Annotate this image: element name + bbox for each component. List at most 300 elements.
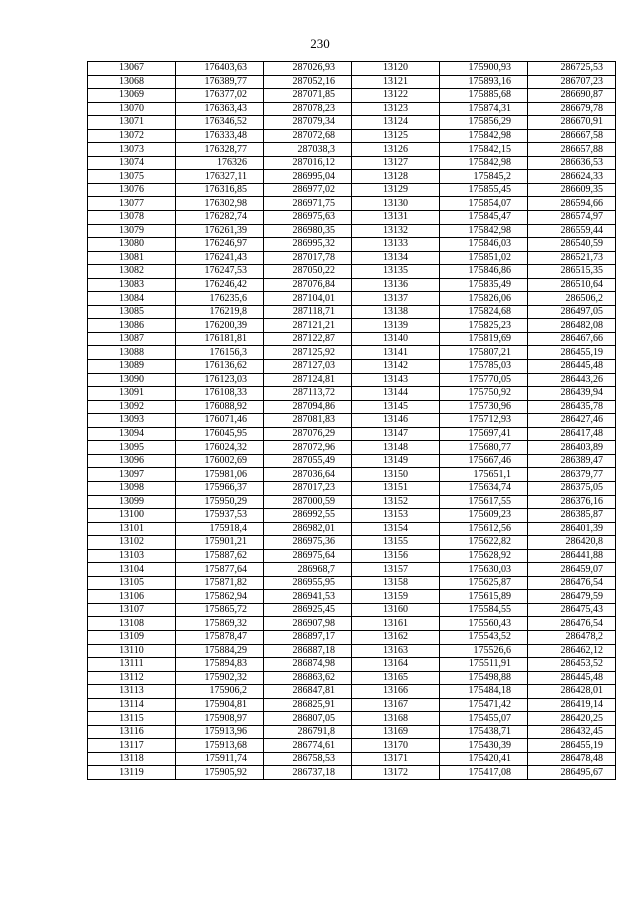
table-row: [88, 481, 616, 495]
table-row: [88, 238, 616, 252]
y-value-left: 286977,02: [264, 183, 352, 197]
point-number-right: 13163: [352, 644, 440, 658]
x-value-right: 175851,02: [440, 251, 528, 265]
x-value-right: 175625,87: [440, 576, 528, 590]
table-row: [88, 143, 616, 157]
y-value-left: 286897,17: [264, 630, 352, 644]
table-row: [88, 129, 616, 143]
table-row: [88, 414, 616, 428]
y-value-right: 286385,87: [528, 509, 616, 523]
point-number-left: 13106: [88, 590, 176, 604]
point-number-left: 13074: [88, 156, 176, 170]
x-value-left: 175894,83: [176, 658, 264, 672]
x-value-left: 175911,74: [176, 752, 264, 766]
x-value-left: 175913,68: [176, 739, 264, 753]
point-number-left: 13117: [88, 739, 176, 753]
point-number-right: 13155: [352, 536, 440, 550]
table-row: [88, 549, 616, 563]
point-number-right: 13127: [352, 156, 440, 170]
x-value-right: 175846,86: [440, 265, 528, 279]
y-value-right: 286455,19: [528, 739, 616, 753]
point-number-left: 13091: [88, 387, 176, 401]
y-value-left: 287017,78: [264, 251, 352, 265]
point-number-left: 13110: [88, 644, 176, 658]
y-value-right: 286389,47: [528, 454, 616, 468]
y-value-right: 286690,87: [528, 89, 616, 103]
x-value-right: 175824,68: [440, 305, 528, 319]
point-number-left: 13098: [88, 481, 176, 495]
x-value-right: 175471,42: [440, 698, 528, 712]
point-number-left: 13114: [88, 698, 176, 712]
x-value-right: 175835,49: [440, 278, 528, 292]
x-value-right: 175856,29: [440, 116, 528, 130]
point-number-right: 13168: [352, 712, 440, 726]
y-value-right: 286476,54: [528, 576, 616, 590]
point-number-left: 13119: [88, 766, 176, 780]
y-value-right: 286478,48: [528, 752, 616, 766]
x-value-right: 175874,31: [440, 102, 528, 116]
x-value-right: 175842,15: [440, 143, 528, 157]
point-number-left: 13087: [88, 332, 176, 346]
point-number-right: 13143: [352, 373, 440, 387]
table-row: [88, 360, 616, 374]
y-value-right: 286376,16: [528, 495, 616, 509]
point-number-left: 13103: [88, 549, 176, 563]
y-value-left: 287026,93: [264, 62, 352, 76]
table-row: [88, 211, 616, 225]
x-value-right: 175712,93: [440, 414, 528, 428]
y-value-left: 286980,35: [264, 224, 352, 238]
x-value-right: 175484,18: [440, 685, 528, 699]
x-value-left: 176333,48: [176, 129, 264, 143]
x-value-left: 176200,39: [176, 319, 264, 333]
point-number-right: 13152: [352, 495, 440, 509]
table-row: [88, 576, 616, 590]
x-value-left: 176123,03: [176, 373, 264, 387]
point-number-left: 13090: [88, 373, 176, 387]
x-value-right: 175845,2: [440, 170, 528, 184]
y-value-right: 286476,54: [528, 617, 616, 631]
table-row: [88, 509, 616, 523]
table-row: [88, 373, 616, 387]
x-value-right: 175634,74: [440, 481, 528, 495]
y-value-right: 286609,35: [528, 183, 616, 197]
x-value-left: 176327,11: [176, 170, 264, 184]
point-number-right: 13121: [352, 75, 440, 89]
point-number-right: 13129: [352, 183, 440, 197]
x-value-right: 175842,98: [440, 224, 528, 238]
table-row: [88, 102, 616, 116]
y-value-left: 287000,59: [264, 495, 352, 509]
point-number-left: 13068: [88, 75, 176, 89]
x-value-right: 175630,03: [440, 563, 528, 577]
y-value-right: 286445,48: [528, 360, 616, 374]
point-number-right: 13120: [352, 62, 440, 76]
point-number-left: 13108: [88, 617, 176, 631]
y-value-left: 286982,01: [264, 522, 352, 536]
y-value-right: 286443,26: [528, 373, 616, 387]
x-value-right: 175846,03: [440, 238, 528, 252]
table-row: [88, 454, 616, 468]
y-value-right: 286574,97: [528, 211, 616, 225]
table-row: [88, 62, 616, 76]
table-row: [88, 630, 616, 644]
point-number-left: 13086: [88, 319, 176, 333]
x-value-right: 175750,92: [440, 387, 528, 401]
y-value-left: 287017,23: [264, 481, 352, 495]
point-number-right: 13153: [352, 509, 440, 523]
x-value-right: 175730,96: [440, 400, 528, 414]
y-value-right: 286455,19: [528, 346, 616, 360]
table-row: [88, 251, 616, 265]
y-value-left: 286774,61: [264, 739, 352, 753]
table-row: [88, 671, 616, 685]
x-value-left: 175902,32: [176, 671, 264, 685]
point-number-left: 13069: [88, 89, 176, 103]
x-value-left: 176403,63: [176, 62, 264, 76]
x-value-right: 175770,05: [440, 373, 528, 387]
y-value-right: 286510,64: [528, 278, 616, 292]
point-number-right: 13167: [352, 698, 440, 712]
y-value-right: 286559,44: [528, 224, 616, 238]
table-row: [88, 563, 616, 577]
y-value-right: 286679,78: [528, 102, 616, 116]
x-value-right: 175900,93: [440, 62, 528, 76]
y-value-left: 286847,81: [264, 685, 352, 699]
point-number-right: 13150: [352, 468, 440, 482]
y-value-right: 286462,12: [528, 644, 616, 658]
x-value-left: 175884,29: [176, 644, 264, 658]
point-number-left: 13107: [88, 603, 176, 617]
table-row: [88, 332, 616, 346]
point-number-left: 13093: [88, 414, 176, 428]
x-value-left: 176389,77: [176, 75, 264, 89]
y-value-left: 286791,8: [264, 725, 352, 739]
point-number-right: 13135: [352, 265, 440, 279]
point-number-right: 13151: [352, 481, 440, 495]
point-number-left: 13100: [88, 509, 176, 523]
point-number-right: 13162: [352, 630, 440, 644]
x-value-right: 175511,91: [440, 658, 528, 672]
x-value-left: 175981,06: [176, 468, 264, 482]
table-row: [88, 183, 616, 197]
point-number-left: 13101: [88, 522, 176, 536]
y-value-right: 286624,33: [528, 170, 616, 184]
point-number-right: 13166: [352, 685, 440, 699]
point-number-right: 13156: [352, 549, 440, 563]
coordinates-table: [87, 61, 616, 780]
point-number-right: 13148: [352, 441, 440, 455]
y-value-right: 286482,08: [528, 319, 616, 333]
table-row: [88, 387, 616, 401]
y-value-right: 286435,78: [528, 400, 616, 414]
point-number-right: 13131: [352, 211, 440, 225]
point-number-left: 13111: [88, 658, 176, 672]
point-number-left: 13116: [88, 725, 176, 739]
table-row: [88, 441, 616, 455]
point-number-left: 13077: [88, 197, 176, 211]
y-value-right: 286506,2: [528, 292, 616, 306]
point-number-right: 13157: [352, 563, 440, 577]
x-value-right: 175680,77: [440, 441, 528, 455]
y-value-right: 286657,88: [528, 143, 616, 157]
point-number-right: 13160: [352, 603, 440, 617]
x-value-right: 175825,23: [440, 319, 528, 333]
table-row: [88, 224, 616, 238]
x-value-right: 175455,07: [440, 712, 528, 726]
y-value-left: 286955,95: [264, 576, 352, 590]
x-value-right: 175617,55: [440, 495, 528, 509]
point-number-left: 13115: [88, 712, 176, 726]
y-value-left: 287104,01: [264, 292, 352, 306]
x-value-left: 175877,64: [176, 563, 264, 577]
point-number-left: 13071: [88, 116, 176, 130]
point-number-right: 13164: [352, 658, 440, 672]
y-value-right: 286427,46: [528, 414, 616, 428]
page-number: 230: [310, 36, 330, 51]
y-value-left: 286758,53: [264, 752, 352, 766]
table-row: [88, 698, 616, 712]
x-value-left: 176316,85: [176, 183, 264, 197]
point-number-right: 13138: [352, 305, 440, 319]
point-number-left: 13105: [88, 576, 176, 590]
y-value-left: 287036,64: [264, 468, 352, 482]
table-row: [88, 590, 616, 604]
table-row: [88, 603, 616, 617]
y-value-left: 286968,7: [264, 563, 352, 577]
y-value-right: 286478,2: [528, 630, 616, 644]
table-row: [88, 725, 616, 739]
x-value-left: 176282,74: [176, 211, 264, 225]
x-value-left: 176246,97: [176, 238, 264, 252]
y-value-left: 286807,05: [264, 712, 352, 726]
table-row: [88, 427, 616, 441]
x-value-left: 175904,81: [176, 698, 264, 712]
y-value-left: 286975,63: [264, 211, 352, 225]
x-value-left: 176377,02: [176, 89, 264, 103]
y-value-left: 287038,3: [264, 143, 352, 157]
table-row: [88, 319, 616, 333]
table-row: [88, 468, 616, 482]
table-row: [88, 116, 616, 130]
y-value-right: 286667,58: [528, 129, 616, 143]
x-value-left: 175878,47: [176, 630, 264, 644]
x-value-left: 175862,94: [176, 590, 264, 604]
x-value-left: 176024,32: [176, 441, 264, 455]
x-value-right: 175854,07: [440, 197, 528, 211]
y-value-left: 287052,16: [264, 75, 352, 89]
x-value-right: 175842,98: [440, 156, 528, 170]
point-number-left: 13095: [88, 441, 176, 455]
y-value-left: 286941,53: [264, 590, 352, 604]
point-number-right: 13147: [352, 427, 440, 441]
point-number-left: 13084: [88, 292, 176, 306]
table-row: [88, 75, 616, 89]
y-value-right: 286441,88: [528, 549, 616, 563]
y-value-left: 286975,64: [264, 549, 352, 563]
point-number-left: 13080: [88, 238, 176, 252]
y-value-left: 287071,85: [264, 89, 352, 103]
x-value-right: 175612,56: [440, 522, 528, 536]
point-number-right: 13142: [352, 360, 440, 374]
y-value-left: 287113,72: [264, 387, 352, 401]
point-number-right: 13154: [352, 522, 440, 536]
x-value-left: 176241,43: [176, 251, 264, 265]
point-number-right: 13126: [352, 143, 440, 157]
y-value-left: 287124,81: [264, 373, 352, 387]
y-value-right: 286417,48: [528, 427, 616, 441]
point-number-left: 13075: [88, 170, 176, 184]
point-number-left: 13113: [88, 685, 176, 699]
y-value-left: 287076,29: [264, 427, 352, 441]
point-number-right: 13137: [352, 292, 440, 306]
x-value-right: 175845,47: [440, 211, 528, 225]
y-value-left: 287055,49: [264, 454, 352, 468]
y-value-left: 287072,96: [264, 441, 352, 455]
x-value-right: 175615,89: [440, 590, 528, 604]
y-value-left: 287072,68: [264, 129, 352, 143]
y-value-right: 286379,77: [528, 468, 616, 482]
y-value-right: 286419,14: [528, 698, 616, 712]
table-row: [88, 536, 616, 550]
table-row: [88, 197, 616, 211]
point-number-left: 13112: [88, 671, 176, 685]
x-value-right: 175622,82: [440, 536, 528, 550]
x-value-left: 175908,97: [176, 712, 264, 726]
y-value-right: 286670,91: [528, 116, 616, 130]
x-value-left: 175869,32: [176, 617, 264, 631]
y-value-left: 286863,62: [264, 671, 352, 685]
point-number-right: 13123: [352, 102, 440, 116]
table-row: [88, 495, 616, 509]
y-value-left: 286907,98: [264, 617, 352, 631]
y-value-right: 286420,25: [528, 712, 616, 726]
x-value-left: 176246,42: [176, 278, 264, 292]
y-value-right: 286479,59: [528, 590, 616, 604]
x-value-right: 175560,43: [440, 617, 528, 631]
x-value-right: 175438,71: [440, 725, 528, 739]
point-number-right: 13132: [352, 224, 440, 238]
point-number-right: 13146: [352, 414, 440, 428]
point-number-right: 13128: [352, 170, 440, 184]
point-number-left: 13067: [88, 62, 176, 76]
point-number-right: 13136: [352, 278, 440, 292]
point-number-left: 13073: [88, 143, 176, 157]
y-value-right: 286401,39: [528, 522, 616, 536]
point-number-left: 13070: [88, 102, 176, 116]
point-number-left: 13109: [88, 630, 176, 644]
point-number-right: 13165: [352, 671, 440, 685]
point-number-right: 13130: [352, 197, 440, 211]
x-value-left: 176328,77: [176, 143, 264, 157]
point-number-left: 13082: [88, 265, 176, 279]
y-value-left: 286825,91: [264, 698, 352, 712]
x-value-right: 175807,21: [440, 346, 528, 360]
y-value-right: 286707,23: [528, 75, 616, 89]
x-value-left: 176247,53: [176, 265, 264, 279]
table-row: [88, 712, 616, 726]
x-value-right: 175785,03: [440, 360, 528, 374]
point-number-right: 13125: [352, 129, 440, 143]
point-number-left: 13085: [88, 305, 176, 319]
x-value-left: 175865,72: [176, 603, 264, 617]
x-value-right: 175498,88: [440, 671, 528, 685]
point-number-left: 13089: [88, 360, 176, 374]
point-number-right: 13169: [352, 725, 440, 739]
y-value-right: 286495,67: [528, 766, 616, 780]
y-value-left: 286992,55: [264, 509, 352, 523]
x-value-left: 175901,21: [176, 536, 264, 550]
table-row: [88, 522, 616, 536]
table-row: [88, 346, 616, 360]
table-row: [88, 617, 616, 631]
y-value-right: 286467,66: [528, 332, 616, 346]
point-number-right: 13140: [352, 332, 440, 346]
x-value-left: 175966,37: [176, 481, 264, 495]
y-value-left: 286925,45: [264, 603, 352, 617]
point-number-left: 13083: [88, 278, 176, 292]
y-value-right: 286515,35: [528, 265, 616, 279]
table-row: [88, 305, 616, 319]
x-value-right: 175651,1: [440, 468, 528, 482]
x-value-right: 175609,23: [440, 509, 528, 523]
x-value-left: 176071,46: [176, 414, 264, 428]
y-value-right: 286445,48: [528, 671, 616, 685]
table-row: [88, 89, 616, 103]
y-value-right: 286439,94: [528, 387, 616, 401]
y-value-left: 287050,22: [264, 265, 352, 279]
point-number-right: 13144: [352, 387, 440, 401]
x-value-right: 175430,39: [440, 739, 528, 753]
point-number-right: 13133: [352, 238, 440, 252]
point-number-right: 13134: [352, 251, 440, 265]
y-value-right: 286428,01: [528, 685, 616, 699]
x-value-right: 175826,06: [440, 292, 528, 306]
x-value-left: 175918,4: [176, 522, 264, 536]
point-number-right: 13158: [352, 576, 440, 590]
x-value-right: 175584,55: [440, 603, 528, 617]
point-number-left: 13088: [88, 346, 176, 360]
x-value-left: 175913,96: [176, 725, 264, 739]
point-number-right: 13124: [352, 116, 440, 130]
x-value-left: 176108,33: [176, 387, 264, 401]
x-value-left: 176302,98: [176, 197, 264, 211]
point-number-right: 13122: [352, 89, 440, 103]
y-value-left: 287122,87: [264, 332, 352, 346]
x-value-left: 176156,3: [176, 346, 264, 360]
table-row: [88, 752, 616, 766]
table-row: [88, 170, 616, 184]
point-number-right: 13171: [352, 752, 440, 766]
y-value-left: 286874,98: [264, 658, 352, 672]
x-value-left: 176088,92: [176, 400, 264, 414]
y-value-left: 287016,12: [264, 156, 352, 170]
y-value-left: 286995,32: [264, 238, 352, 252]
y-value-right: 286725,53: [528, 62, 616, 76]
point-number-left: 13104: [88, 563, 176, 577]
point-number-right: 13159: [352, 590, 440, 604]
y-value-right: 286594,66: [528, 197, 616, 211]
y-value-left: 287094,86: [264, 400, 352, 414]
point-number-left: 13078: [88, 211, 176, 225]
y-value-right: 286636,53: [528, 156, 616, 170]
y-value-left: 287076,84: [264, 278, 352, 292]
table-row: [88, 156, 616, 170]
y-value-left: 286737,18: [264, 766, 352, 780]
x-value-left: 175905,92: [176, 766, 264, 780]
point-number-left: 13118: [88, 752, 176, 766]
point-number-left: 13081: [88, 251, 176, 265]
